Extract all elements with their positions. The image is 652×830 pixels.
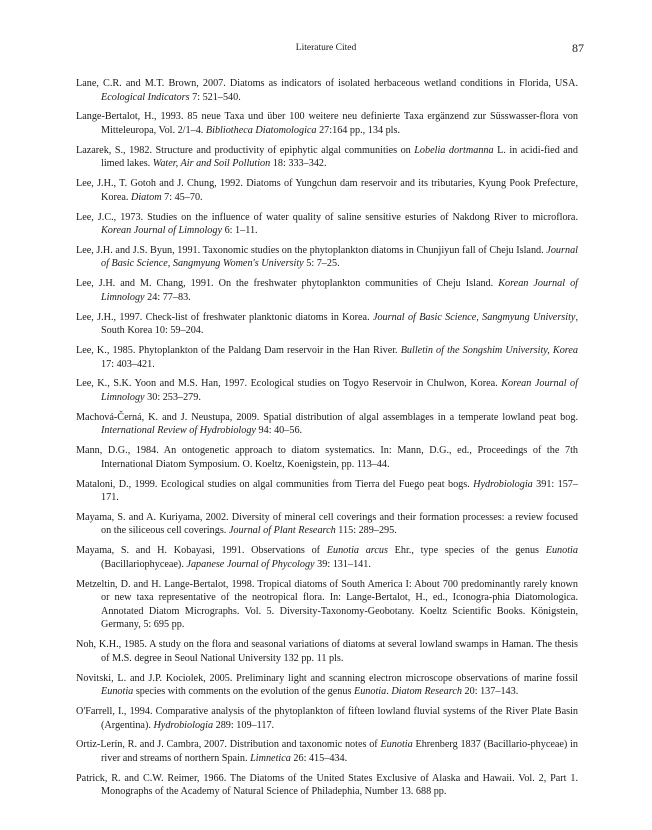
reference-italic-segment: Bibliotheca Diatomologica bbox=[205, 124, 317, 136]
reference-text-segment: 115: 289–295. bbox=[335, 525, 397, 537]
reference-text-segment: Mann, D.G., 1984. An ontogenetic approach to diatom systematics. In: Mann, D.G., ed., Proceedings of the 7th International Diatom Symposium. O. Koeltz, Koenigstein, pp. 113–44. bbox=[76, 445, 578, 470]
reference-text-segment: 24: 77–83. bbox=[144, 291, 191, 303]
reference-entry bbox=[76, 144, 578, 171]
reference-italic-segment: Japanese Journal of Phycology bbox=[186, 558, 315, 570]
reference-entry bbox=[76, 444, 578, 471]
reference-entry bbox=[76, 377, 578, 404]
reference-text-segment: Lane, C.R. and M.T. Brown, 2007. Diatoms as indicators of isolated herbaceous wetland conditions in Florida, USA. bbox=[76, 78, 578, 89]
reference-italic-segment: Lobelia dortmanna bbox=[414, 144, 494, 156]
reference-text-segment: Mataloni, D., 1999. Ecological studies on algal communities from Tierra del Fuego peat bogs. bbox=[76, 478, 474, 490]
reference-text-segment: Mayama, S. and H. Kobayasi, 1991. Observations of bbox=[76, 545, 327, 557]
reference-italic-segment: Journal of Basic Science, Sangmyung Women's University bbox=[101, 244, 578, 270]
reference-entry bbox=[76, 772, 578, 799]
reference-italic-segment: Hydrobiologia bbox=[473, 478, 533, 490]
reference-text-segment: 6: 1–11. bbox=[222, 225, 258, 237]
reference-entry bbox=[76, 478, 578, 505]
reference-text-segment: Lee, K., 1985. Phytoplankton of the Paldang Dam reservoir in the Han River. bbox=[76, 345, 401, 356]
reference-text-segment: 18: 333–342. bbox=[270, 158, 327, 170]
reference-text-segment: 26: 415–434. bbox=[290, 752, 348, 764]
reference-italic-segment: Bulletin of the Songshim University, Korea bbox=[400, 345, 578, 356]
reference-entry bbox=[76, 705, 578, 732]
reference-text-segment: Lazarek, S., 1982. Structure and productivity of epiphytic algal communities on bbox=[76, 144, 415, 156]
reference-italic-segment: Water, Air and Soil Pollution bbox=[152, 158, 271, 170]
reference-text-segment: 289: 109–117. bbox=[213, 719, 275, 731]
reference-entry bbox=[76, 177, 578, 204]
reference-italic-segment: Ecological Indicators bbox=[101, 91, 190, 103]
reference-entry bbox=[76, 244, 578, 271]
reference-text-segment: Patrick, R. and C.W. Reimer, 1966. The Diatoms of the United States Exclusive of Alaska and Hawaii. Vol. 2, Part 1. Monographs of the Academy of Natural Science of Philadephia, Number 13. 688 pp. bbox=[76, 772, 578, 798]
reference-italic-segment: Eunotia bbox=[101, 686, 134, 698]
reference-text-segment: Ortiz-Lerín, R. and J. Cambra, 2007. Distribution and taxonomic notes of bbox=[76, 739, 381, 751]
reference-italic-segment: Eunotia bbox=[545, 545, 578, 557]
reference-italic-segment: Korean Journal of Limnology bbox=[101, 225, 223, 237]
running-header bbox=[0, 42, 652, 58]
reference-text-segment: Ehrenberg 1837 (Bacillario-phyceae) in river and streams of northern Spain. bbox=[101, 739, 578, 764]
reference-entry bbox=[76, 411, 578, 438]
reference-entry bbox=[76, 211, 578, 238]
reference-italic-segment: Diatom bbox=[130, 191, 162, 203]
reference-text-segment: Noh, K.H., 1985. A study on the flora and seasonal variations of diatoms at several lowland swamps in Haman. The thesis of M.S. degree in Seoul National University 132 pp. 11 pls. bbox=[76, 639, 578, 664]
reference-text-segment: 7: 45–70. bbox=[161, 191, 203, 203]
reference-italic-segment: Journal of Plant Research bbox=[228, 525, 336, 537]
reference-entry bbox=[76, 738, 578, 765]
reference-entry bbox=[76, 311, 578, 338]
reference-text-segment: 27:164 pp., 134 pls. bbox=[316, 124, 401, 136]
reference-text-segment: (Bacillariophyceae). bbox=[101, 558, 187, 570]
reference-text-segment: Novitski, L. and J.P. Kociolek, 2005. Preliminary light and scanning electron microscope observations of marine fossil bbox=[76, 672, 578, 684]
reference-text-segment: species with comments on the evolution of the genus bbox=[133, 686, 354, 698]
reference-italic-segment: Korean Journal of Limnology bbox=[101, 278, 578, 303]
reference-text-segment: Lange-Bertalot, H., 1993. 85 neue Taxa und über 100 weitere neu definierte Taxa ergänzend zur Süsswasser-flora von Mitteleuropa, Vol. 2/1–4. bbox=[76, 111, 578, 136]
reference-italic-segment: Eunotia bbox=[353, 686, 387, 698]
reference-text-segment: 94: 40–56. bbox=[255, 425, 303, 437]
reference-text-segment: Lee, J.H. and J.S. Byun, 1991. Taxonomic studies on the phytoplankton diatoms in Chunjiyun fall of Cheju Island. bbox=[76, 244, 547, 256]
reference-entry bbox=[76, 638, 578, 665]
reference-text-segment: L. in acidi-fied and limed lakes. bbox=[101, 144, 578, 170]
page-number: 87 bbox=[572, 41, 584, 55]
reference-text-segment: Lee, K., S.K. Yoon and M.S. Han, 1997. Ecological studies on Togyo Reservoir in Chulwon, Korea. bbox=[76, 378, 502, 390]
reference-text-segment: Lee, J.H., 1997. Check-list of freshwater planktonic diatoms in Korea. bbox=[76, 311, 373, 323]
reference-italic-segment: Diatom Research bbox=[391, 686, 462, 698]
reference-italic-segment: Journal of Basic Science, Sangmyung University bbox=[372, 311, 576, 323]
reference-text-segment: . bbox=[386, 686, 392, 698]
reference-text-segment: O'Farrell, I., 1994. Comparative analysis of the phytoplankton of fifteen lowland fluvial systems of the River Plate Basin (Argentina). bbox=[76, 705, 578, 731]
running-header-title: Literature Cited bbox=[295, 43, 357, 53]
reference-text-segment: Ehr., type species of the genus bbox=[387, 545, 546, 557]
reference-entry bbox=[76, 578, 578, 632]
reference-text-segment: 30: 253–279. bbox=[144, 391, 201, 403]
reference-entry bbox=[76, 544, 578, 571]
reference-entry bbox=[76, 344, 578, 371]
reference-text-segment: 17: 403–421. bbox=[101, 358, 155, 370]
reference-italic-segment: Hydrobiologia bbox=[153, 719, 214, 731]
reference-list bbox=[76, 77, 578, 805]
reference-entry bbox=[76, 110, 578, 137]
reference-entry bbox=[76, 511, 578, 538]
reference-entry bbox=[76, 77, 578, 104]
reference-italic-segment: Korean Journal of Limnology bbox=[101, 378, 578, 403]
reference-text-segment: Lee, J.H. and M. Chang, 1991. On the freshwater phytoplankton communities of Cheju Island. bbox=[76, 278, 499, 290]
reference-text-segment: Machová-Černá, K. and J. Neustupa, 2009. Spatial distribution of algal assemblages in a temperate lowland peat bog. bbox=[76, 411, 578, 423]
reference-italic-segment: Eunotia bbox=[380, 739, 413, 751]
reference-text-segment: 20: 137–143. bbox=[461, 686, 519, 698]
reference-text-segment: 391: 157–171. bbox=[101, 478, 578, 504]
reference-text-segment: 39: 131–141. bbox=[314, 558, 371, 570]
reference-text-segment: , South Korea 10: 59–204. bbox=[101, 311, 578, 337]
reference-text-segment: Metzeltin, D. and H. Lange-Bertalot, 1998. Tropical diatoms of South America I: About 700 predominantly rarely known or new taxa representative of the neotropical flora. In: Lange-Bertalot, H., ed., Iconogra-phia Diatomologica. Annotated Diatom Micrographs. Vol. 5. Diversity-Taxonomy-Geobotany. Koeltz Scientific Books. Königstein, Germany, 5: 695 pp. bbox=[76, 578, 578, 631]
reference-text-segment: Lee, J.C., 1973. Studies on the influence of water quality of saline sensitive esturies of Nakdong River to microflora. bbox=[76, 211, 578, 223]
reference-entry bbox=[76, 672, 578, 699]
reference-text-segment: Mayama, S. and A. Kuriyama, 2002. Diversity of mineral cell coverings and their formation processes: a review focused on the siliceous cell coverings. bbox=[76, 511, 578, 537]
reference-italic-segment: Eunotia arcus bbox=[326, 545, 388, 557]
reference-italic-segment: Limnetica bbox=[250, 752, 291, 764]
reference-text-segment: 5: 7–25. bbox=[303, 258, 340, 270]
reference-text-segment: Lee, J.H., T. Gotoh and J. Chung, 1992. Diatoms of Yungchun dam reservoir and its tributaries, Kyung Pook Prefecture, Korea. bbox=[76, 178, 578, 203]
reference-italic-segment: International Review of Hydrobiology bbox=[101, 425, 256, 437]
reference-entry bbox=[76, 277, 578, 304]
reference-text-segment: 7: 521–540. bbox=[189, 91, 241, 103]
